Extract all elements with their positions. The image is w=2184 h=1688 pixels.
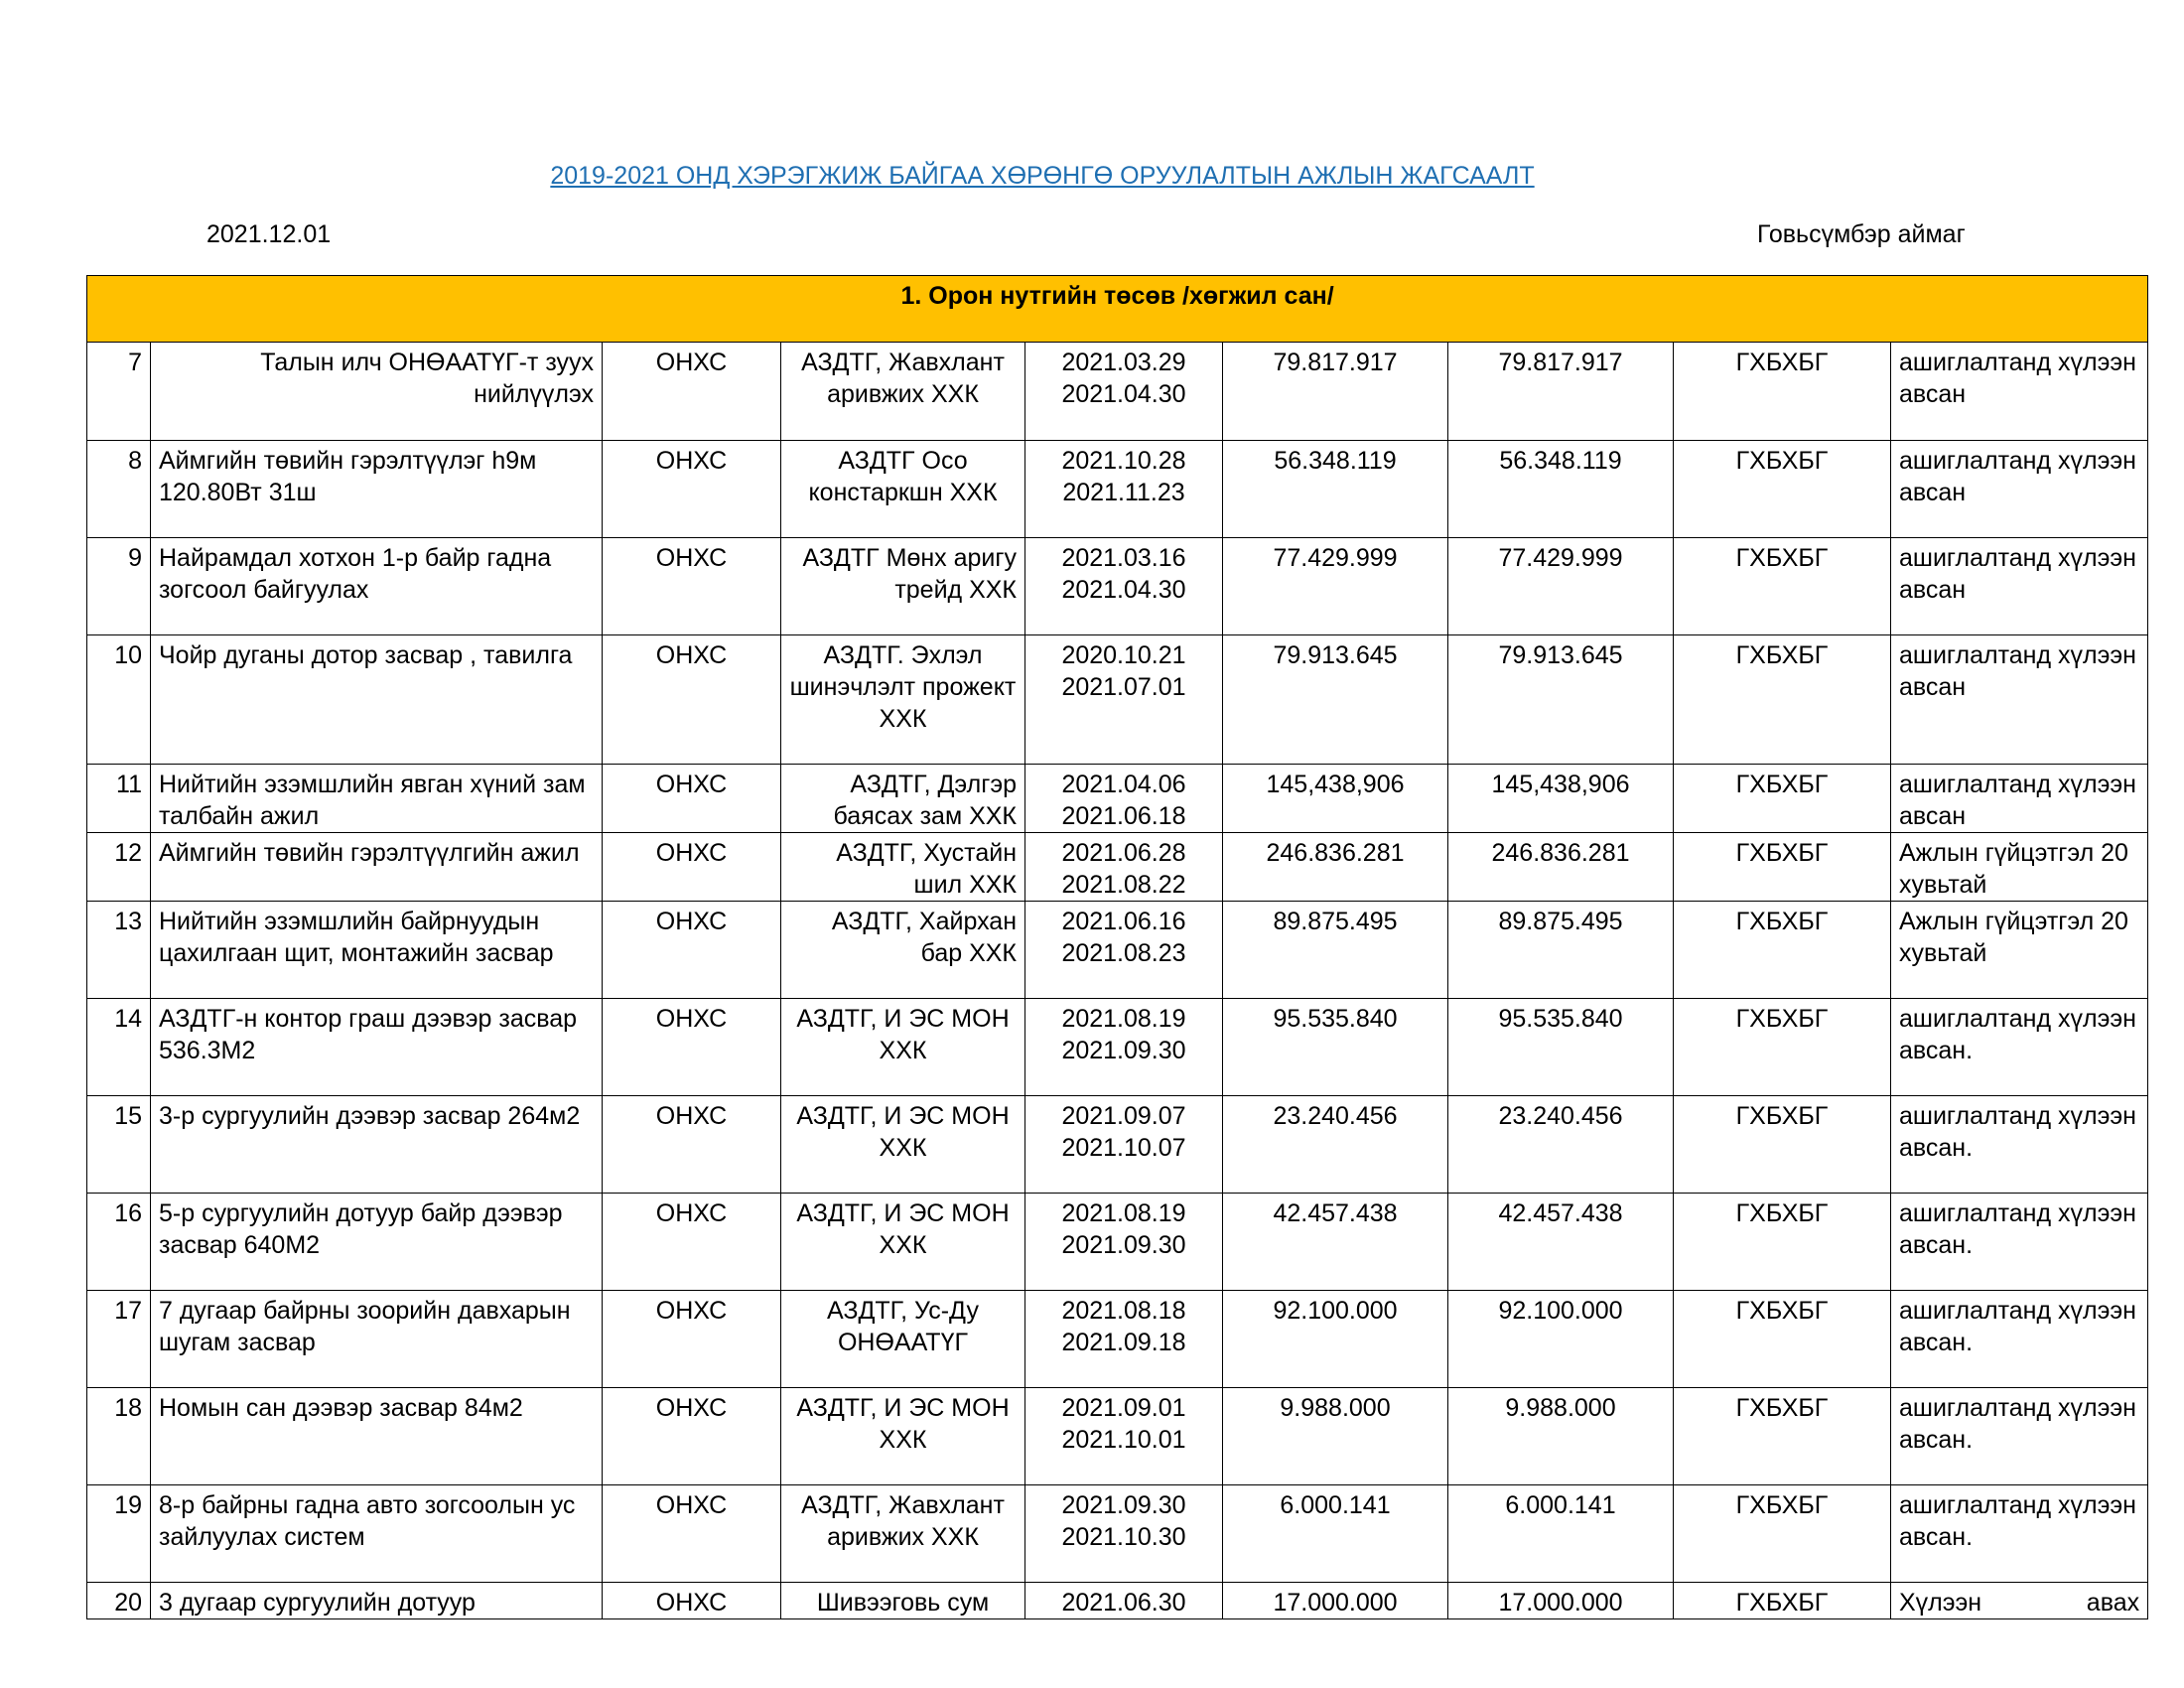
contract-amount <box>1223 1485 1448 1583</box>
row-number <box>87 1194 151 1291</box>
contractor <box>781 1291 1025 1388</box>
funding-source-text: ОНХС <box>655 641 728 669</box>
funding-source <box>603 1194 781 1291</box>
row-number <box>87 1291 151 1388</box>
end-date: 2021.10.01 <box>1061 1426 1186 1454</box>
responsible-org <box>1674 999 1891 1096</box>
project-name <box>151 635 603 765</box>
funding-source-text: ОНХС <box>655 349 728 376</box>
funded-amount <box>1448 833 1674 902</box>
contract-amount <box>1223 765 1448 833</box>
section-header-row <box>87 276 2148 343</box>
responsible-org <box>1674 1096 1891 1194</box>
funding-source <box>603 343 781 441</box>
row-number-text: 12 <box>114 839 142 867</box>
responsible-org <box>1674 1194 1891 1291</box>
work-status-text: Хүлээн авах <box>1899 1589 2140 1617</box>
funded-amount <box>1448 902 1674 999</box>
contractor-text: АЗДТГ Мөнх аригу трейд ХХК <box>802 544 1017 604</box>
document-title: 2019-2021 ОНД ХЭРЭГЖИЖ БАЙГАА ХӨРӨНГӨ ОРУУЛАЛТЫН АЖЛЫН ЖАГСААЛТ <box>550 162 1535 190</box>
row-number <box>87 441 151 538</box>
row-number-text: 8 <box>128 447 142 475</box>
contract-amount-text: 56.348.119 <box>1274 447 1397 475</box>
work-status <box>1891 902 2148 999</box>
row-number-text: 20 <box>114 1589 142 1617</box>
row-number-text: 9 <box>128 544 142 572</box>
date-range <box>1025 1485 1223 1583</box>
project-name-text: 3-р сургуулийн дээвэр засвар 264м2 <box>159 1102 581 1130</box>
region-name: Говьсүмбэр аймаг <box>1757 220 1966 248</box>
contractor <box>781 999 1025 1096</box>
contractor-text: АЗДТГ, И ЭС МОН ХХК <box>796 1394 1010 1454</box>
funding-source <box>603 441 781 538</box>
table-row <box>87 1291 2148 1388</box>
row-number-text: 14 <box>114 1005 142 1033</box>
work-status-text: Ажлын гүйцэтгэл 20 хувьтай <box>1899 908 2128 967</box>
contractor <box>781 765 1025 833</box>
funding-source-text: ОНХС <box>655 1589 728 1617</box>
start-date: 2021.06.30 <box>1061 1589 1186 1617</box>
contract-amount <box>1223 1388 1448 1485</box>
contract-amount-text: 79.913.645 <box>1273 641 1398 669</box>
funded-amount-text: 92.100.000 <box>1498 1297 1623 1325</box>
responsible-org <box>1674 902 1891 999</box>
funding-source <box>603 1096 781 1194</box>
funding-source <box>603 1291 781 1388</box>
contractor-text: АЗДТГ, Жавхлант аривжих ХХК <box>801 1491 1005 1551</box>
funding-source <box>603 999 781 1096</box>
work-status-text: ашиглалтанд хүлээн авсан <box>1899 544 2136 604</box>
contractor-text: АЗДТГ, И ЭС МОН ХХК <box>796 1199 1010 1259</box>
end-date: 2021.09.30 <box>1061 1231 1186 1259</box>
date-range <box>1025 1583 1223 1619</box>
project-name <box>151 1583 603 1619</box>
row-number <box>87 902 151 999</box>
funded-amount-text: 6.000.141 <box>1505 1491 1616 1519</box>
work-status <box>1891 635 2148 765</box>
project-name <box>151 902 603 999</box>
funding-source <box>603 1485 781 1583</box>
row-number <box>87 833 151 902</box>
report-date: 2021.12.01 <box>206 220 332 248</box>
responsible-org-text: ГХБХБГ <box>1735 1102 1829 1130</box>
end-date: 2021.10.30 <box>1061 1523 1186 1551</box>
work-status-text: ашиглалтанд хүлээн авсан. <box>1899 1491 2136 1551</box>
start-date: 2021.10.28 <box>1061 447 1186 475</box>
table-row <box>87 538 2148 635</box>
funded-amount-text: 77.429.999 <box>1498 544 1623 572</box>
contract-amount-text: 145,438,906 <box>1266 771 1405 798</box>
responsible-org <box>1674 538 1891 635</box>
funded-amount <box>1448 1388 1674 1485</box>
contract-amount-text: 246.836.281 <box>1266 839 1405 867</box>
contract-amount-text: 6.000.141 <box>1280 1491 1391 1519</box>
funding-source-text: ОНХС <box>655 1394 728 1422</box>
funded-amount-text: 246.836.281 <box>1491 839 1630 867</box>
table-row <box>87 1388 2148 1485</box>
funded-amount <box>1448 765 1674 833</box>
funded-amount-text: 79.913.645 <box>1498 641 1623 669</box>
responsible-org <box>1674 1583 1891 1619</box>
project-name-text: Нийтийн эзэмшлийн байрнуудын цахилгаан щит, монтажийн засвар <box>159 908 554 967</box>
project-name-text: Талын илч ОНӨААТҮГ-т зуух нийлүүлэх <box>260 349 594 408</box>
contract-amount <box>1223 833 1448 902</box>
contractor-text: Шивээговь сум <box>816 1589 990 1617</box>
funding-source-text: ОНХС <box>655 1491 728 1519</box>
funding-source <box>603 538 781 635</box>
date-range <box>1025 833 1223 902</box>
date-range <box>1025 1388 1223 1485</box>
contract-amount <box>1223 538 1448 635</box>
start-date: 2021.04.06 <box>1061 771 1186 798</box>
start-date: 2021.06.28 <box>1061 839 1186 867</box>
start-date: 2021.06.16 <box>1061 908 1186 935</box>
contractor-text: АЗДТГ, Дэлгэр баясах зам ХХК <box>833 771 1017 830</box>
contractor <box>781 1096 1025 1194</box>
project-name <box>151 343 603 441</box>
table-row <box>87 1485 2148 1583</box>
end-date: 2021.08.22 <box>1061 871 1186 899</box>
responsible-org-text: ГХБХБГ <box>1735 1394 1829 1422</box>
funded-amount <box>1448 1194 1674 1291</box>
table-row <box>87 343 2148 441</box>
work-status-text: ашиглалтанд хүлээн авсан <box>1899 349 2136 408</box>
funded-amount-text: 95.535.840 <box>1498 1005 1623 1033</box>
row-number-text: 17 <box>114 1297 142 1325</box>
responsible-org <box>1674 765 1891 833</box>
contract-amount <box>1223 441 1448 538</box>
start-date: 2021.08.18 <box>1061 1297 1186 1325</box>
funding-source <box>603 833 781 902</box>
contractor <box>781 538 1025 635</box>
project-name-text: Найрамдал хотхон 1-р байр гадна зогсоол байгуулах <box>159 544 552 604</box>
project-name <box>151 1291 603 1388</box>
row-number-text: 13 <box>114 908 142 935</box>
row-number <box>87 635 151 765</box>
project-name-text: Нийтийн эзэмшлийн явган хүний зам талбайн ажил <box>159 771 586 830</box>
funding-source <box>603 765 781 833</box>
contractor <box>781 343 1025 441</box>
start-date: 2021.09.07 <box>1061 1102 1186 1130</box>
row-number <box>87 999 151 1096</box>
funded-amount <box>1448 538 1674 635</box>
date-range <box>1025 538 1223 635</box>
funding-source-text: ОНХС <box>655 908 728 935</box>
work-status <box>1891 833 2148 902</box>
contractor-text: АЗДТГ, Жавхлант аривжих ХХК <box>801 349 1005 408</box>
contractor <box>781 1583 1025 1619</box>
funded-amount <box>1448 441 1674 538</box>
project-name <box>151 441 603 538</box>
funded-amount <box>1448 999 1674 1096</box>
investment-table <box>86 275 2148 1619</box>
funded-amount-text: 42.457.438 <box>1498 1199 1623 1227</box>
table-row <box>87 635 2148 765</box>
funded-amount <box>1448 635 1674 765</box>
responsible-org <box>1674 833 1891 902</box>
funded-amount <box>1448 1096 1674 1194</box>
date-range <box>1025 999 1223 1096</box>
funding-source-text: ОНХС <box>655 1005 728 1033</box>
row-number <box>87 1583 151 1619</box>
project-name-text: Номын сан дээвэр засвар 84м2 <box>159 1394 523 1422</box>
work-status <box>1891 1291 2148 1388</box>
contract-amount-text: 9.988.000 <box>1280 1394 1391 1422</box>
contractor-text: АЗДТГ, Хустайн шил ХХК <box>836 839 1017 899</box>
funded-amount-text: 17.000.000 <box>1498 1589 1623 1617</box>
table-row <box>87 1583 2148 1619</box>
project-name-text: Чойр дуганы дотор засвар , тавилга <box>159 641 573 669</box>
work-status <box>1891 538 2148 635</box>
contract-amount-text: 23.240.456 <box>1273 1102 1398 1130</box>
work-status-text: ашиглалтанд хүлээн авсан <box>1899 447 2136 506</box>
row-number <box>87 765 151 833</box>
row-number-text: 10 <box>114 641 142 669</box>
row-number <box>87 1388 151 1485</box>
contract-amount-text: 89.875.495 <box>1273 908 1398 935</box>
responsible-org-text: ГХБХБГ <box>1735 544 1829 572</box>
responsible-org <box>1674 1485 1891 1583</box>
work-status <box>1891 343 2148 441</box>
contract-amount <box>1223 1583 1448 1619</box>
funding-source <box>603 1388 781 1485</box>
contract-amount-text: 77.429.999 <box>1273 544 1398 572</box>
responsible-org-text: ГХБХБГ <box>1735 1005 1829 1033</box>
start-date: 2021.09.01 <box>1061 1394 1186 1422</box>
end-date: 2021.06.18 <box>1061 802 1186 830</box>
table-row <box>87 902 2148 999</box>
contract-amount <box>1223 1096 1448 1194</box>
start-date: 2021.08.19 <box>1061 1199 1186 1227</box>
contractor-text: АЗДТГ Осо констаркшн ХХК <box>808 447 998 506</box>
project-name <box>151 1194 603 1291</box>
row-number-text: 15 <box>114 1102 142 1130</box>
funding-source-text: ОНХС <box>655 839 728 867</box>
contract-amount-text: 79.817.917 <box>1273 349 1398 376</box>
work-status-text: ашиглалтанд хүлээн авсан. <box>1899 1102 2136 1162</box>
date-range <box>1025 343 1223 441</box>
contractor <box>781 1485 1025 1583</box>
work-status-text: ашиглалтанд хүлээн авсан <box>1899 641 2136 701</box>
responsible-org-text: ГХБХБГ <box>1735 641 1829 669</box>
responsible-org-text: ГХБХБГ <box>1735 1199 1829 1227</box>
funded-amount-text: 145,438,906 <box>1491 771 1630 798</box>
date-range <box>1025 441 1223 538</box>
funding-source <box>603 902 781 999</box>
contract-amount-text: 92.100.000 <box>1273 1297 1398 1325</box>
end-date: 2021.09.30 <box>1061 1037 1186 1064</box>
start-date: 2021.08.19 <box>1061 1005 1186 1033</box>
responsible-org <box>1674 343 1891 441</box>
contract-amount <box>1223 999 1448 1096</box>
funding-source-text: ОНХС <box>655 1297 728 1325</box>
date-range <box>1025 1291 1223 1388</box>
section-title: 1. Орон нутгийн төсөв /хөгжил сан/ <box>87 276 2148 343</box>
project-name <box>151 765 603 833</box>
project-name-text: 5-р сургуулийн дотуур байр дээвэр засвар 640М2 <box>159 1199 563 1259</box>
row-number <box>87 538 151 635</box>
funding-source-text: ОНХС <box>655 771 728 798</box>
contractor-text: АЗДТГ, И ЭС МОН ХХК <box>796 1102 1010 1162</box>
contractor <box>781 833 1025 902</box>
row-number <box>87 343 151 441</box>
contract-amount <box>1223 635 1448 765</box>
funded-amount-text: 79.817.917 <box>1498 349 1623 376</box>
row-number <box>87 1485 151 1583</box>
work-status <box>1891 1583 2148 1619</box>
responsible-org <box>1674 1291 1891 1388</box>
end-date: 2021.11.23 <box>1062 479 1185 506</box>
project-name <box>151 833 603 902</box>
work-status <box>1891 1388 2148 1485</box>
start-date: 2020.10.21 <box>1061 641 1186 669</box>
project-name <box>151 1485 603 1583</box>
project-name-text: 3 дугаар сургуулийн дотуур <box>159 1589 476 1617</box>
work-status <box>1891 999 2148 1096</box>
work-status <box>1891 441 2148 538</box>
contractor-text: АЗДТГ, Хайрхан бар ХХК <box>831 908 1017 967</box>
responsible-org-text: ГХБХБГ <box>1735 1491 1829 1519</box>
responsible-org-text: ГХБХБГ <box>1735 908 1829 935</box>
funded-amount-text: 89.875.495 <box>1498 908 1623 935</box>
project-name <box>151 538 603 635</box>
responsible-org-text: ГХБХБГ <box>1735 1589 1829 1617</box>
work-status <box>1891 1194 2148 1291</box>
funded-amount <box>1448 343 1674 441</box>
row-number-text: 16 <box>114 1199 142 1227</box>
table-row <box>87 833 2148 902</box>
responsible-org-text: ГХБХБГ <box>1735 349 1829 376</box>
end-date: 2021.04.30 <box>1061 380 1186 408</box>
table-row <box>87 441 2148 538</box>
funded-amount-text: 9.988.000 <box>1505 1394 1616 1422</box>
project-name-text: 8-р байрны гадна авто зогсоолын ус зайлуулах систем <box>159 1491 576 1551</box>
end-date: 2021.04.30 <box>1061 576 1186 604</box>
project-name <box>151 1388 603 1485</box>
responsible-org <box>1674 1388 1891 1485</box>
funding-source-text: ОНХС <box>655 447 728 475</box>
project-name-text: Аймгийн төвийн гэрэлтүүлэг h9м 120.80Вт 31ш <box>159 447 537 506</box>
date-range <box>1025 765 1223 833</box>
funding-source-text: ОНХС <box>655 544 728 572</box>
date-range <box>1025 1096 1223 1194</box>
contractor <box>781 1388 1025 1485</box>
row-number-text: 18 <box>114 1394 142 1422</box>
table-row <box>87 1194 2148 1291</box>
work-status-text: ашиглалтанд хүлээн авсан. <box>1899 1297 2136 1356</box>
work-status-text: ашиглалтанд хүлээн авсан <box>1899 771 2136 830</box>
contractor-text: АЗДТГ. Эхлэл шинэчлэлт прожект ХХК <box>789 641 1017 733</box>
end-date: 2021.08.23 <box>1061 939 1186 967</box>
work-status <box>1891 1485 2148 1583</box>
responsible-org-text: ГХБХБГ <box>1735 839 1829 867</box>
funded-amount-text: 56.348.119 <box>1499 447 1622 475</box>
responsible-org <box>1674 635 1891 765</box>
row-number-text: 7 <box>128 349 142 376</box>
work-status-text: ашиглалтанд хүлээн авсан. <box>1899 1005 2136 1064</box>
work-status-text: Ажлын гүйцэтгэл 20 хувьтай <box>1899 839 2128 899</box>
contract-amount <box>1223 902 1448 999</box>
contractor <box>781 902 1025 999</box>
responsible-org-text: ГХБХБГ <box>1735 447 1829 475</box>
project-name-text: Аймгийн төвийн гэрэлтүүлгийн ажил <box>159 839 580 867</box>
funding-source-text: ОНХС <box>655 1199 728 1227</box>
start-date: 2021.09.30 <box>1061 1491 1186 1519</box>
project-name-text: 7 дугаар байрны зоорийн давхарын шугам засвар <box>159 1297 571 1356</box>
funded-amount-text: 23.240.456 <box>1498 1102 1623 1130</box>
contractor <box>781 441 1025 538</box>
project-name-text: АЗДТГ-н контор граш дээвэр засвар 536.3М2 <box>159 1005 578 1064</box>
funding-source <box>603 1583 781 1619</box>
project-name <box>151 1096 603 1194</box>
contractor <box>781 635 1025 765</box>
work-status <box>1891 765 2148 833</box>
table-row <box>87 1096 2148 1194</box>
contract-amount-text: 17.000.000 <box>1273 1589 1398 1617</box>
row-number-text: 11 <box>116 771 142 798</box>
date-range <box>1025 635 1223 765</box>
contractor-text: АЗДТГ, Ус-Ду ОНӨААТҮГ <box>826 1297 980 1356</box>
funded-amount <box>1448 1291 1674 1388</box>
end-date: 2021.07.01 <box>1061 673 1186 701</box>
start-date: 2021.03.29 <box>1061 349 1186 376</box>
work-status-text: ашиглалтанд хүлээн авсан. <box>1899 1394 2136 1454</box>
table-row <box>87 765 2148 833</box>
end-date: 2021.09.18 <box>1061 1329 1186 1356</box>
funded-amount <box>1448 1583 1674 1619</box>
project-name <box>151 999 603 1096</box>
contract-amount <box>1223 1291 1448 1388</box>
contractor-text: АЗДТГ, И ЭС МОН ХХК <box>796 1005 1010 1064</box>
row-number-text: 19 <box>114 1491 142 1519</box>
table-row <box>87 999 2148 1096</box>
responsible-org-text: ГХБХБГ <box>1735 771 1829 798</box>
row-number <box>87 1096 151 1194</box>
start-date: 2021.03.16 <box>1061 544 1186 572</box>
funding-source-text: ОНХС <box>655 1102 728 1130</box>
end-date: 2021.10.07 <box>1061 1134 1186 1162</box>
work-status <box>1891 1096 2148 1194</box>
funding-source <box>603 635 781 765</box>
date-range <box>1025 902 1223 999</box>
contract-amount <box>1223 1194 1448 1291</box>
funded-amount <box>1448 1485 1674 1583</box>
work-status-text: ашиглалтанд хүлээн авсан. <box>1899 1199 2136 1259</box>
contract-amount-text: 95.535.840 <box>1273 1005 1398 1033</box>
responsible-org-text: ГХБХБГ <box>1735 1297 1829 1325</box>
contract-amount-text: 42.457.438 <box>1273 1199 1398 1227</box>
responsible-org <box>1674 441 1891 538</box>
contract-amount <box>1223 343 1448 441</box>
date-range <box>1025 1194 1223 1291</box>
contractor <box>781 1194 1025 1291</box>
